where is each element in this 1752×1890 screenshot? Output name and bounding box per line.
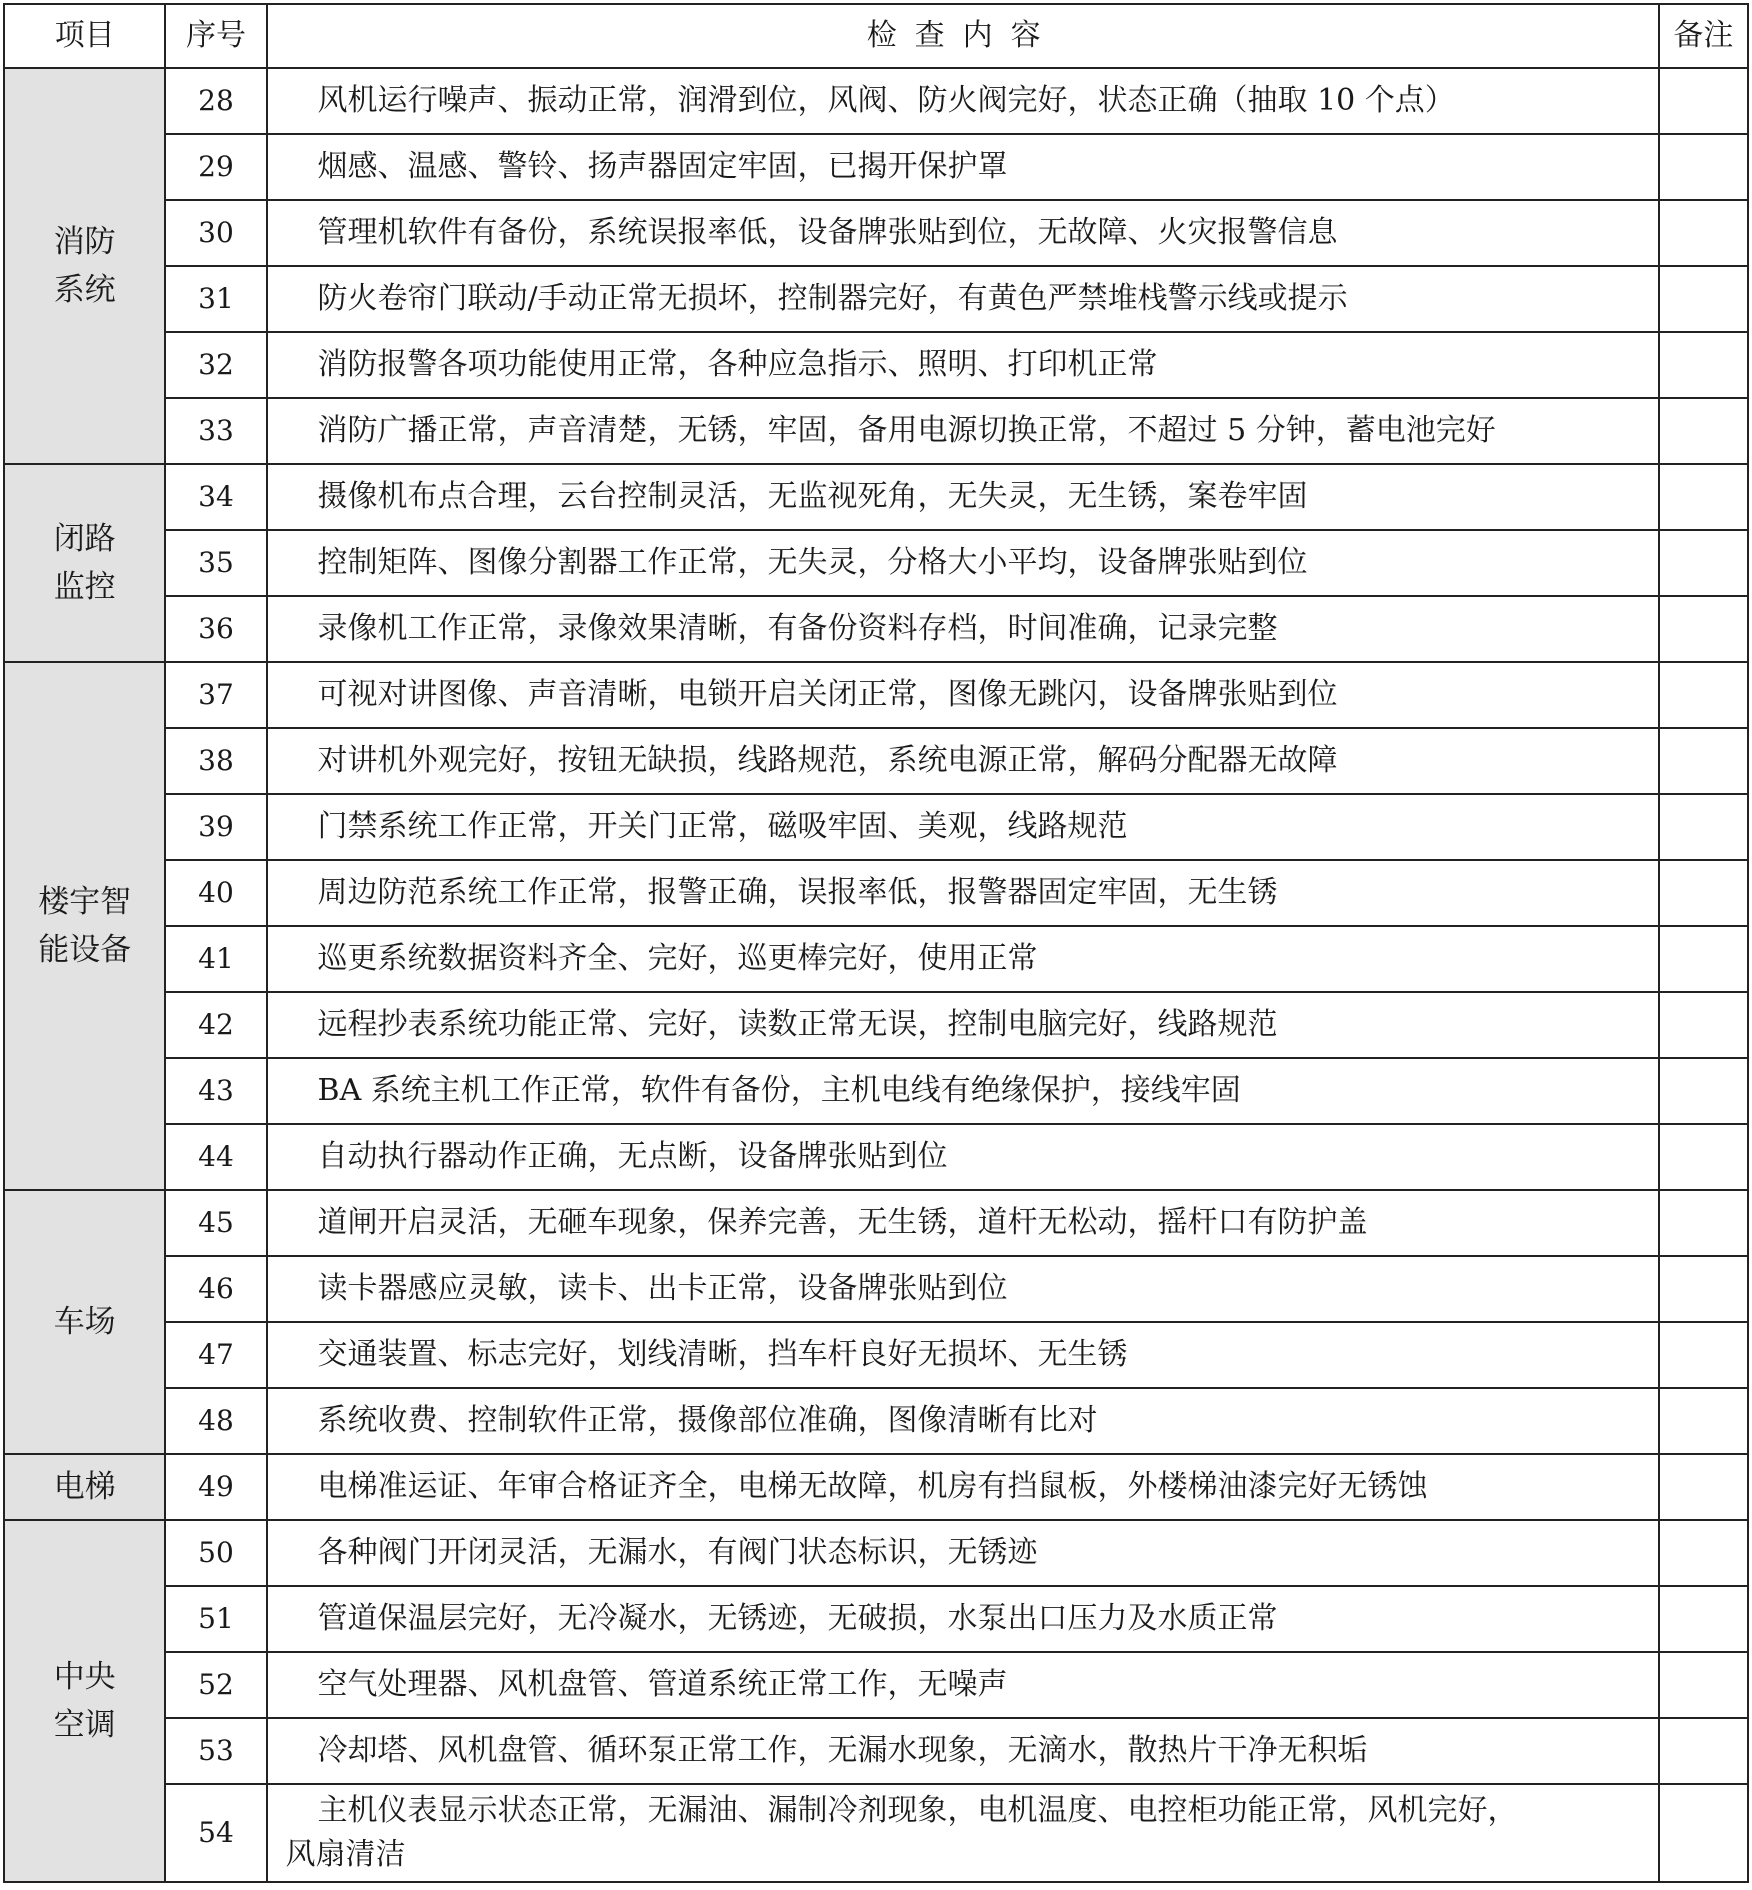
row-note <box>1659 1784 1748 1882</box>
row-number: 32 <box>165 332 266 398</box>
row-number: 30 <box>165 200 266 266</box>
header-row <box>4 4 1748 68</box>
row-note <box>1659 662 1748 728</box>
table-row <box>4 1652 1748 1718</box>
row-content: 录像机工作正常，录像效果清晰，有备份资料存档，时间准确，记录完整 <box>267 596 1659 662</box>
row-content: 周边防范系统工作正常，报警正确，误报率低，报警器固定牢固，无生锈 <box>267 860 1659 926</box>
category-line: 消防 <box>53 224 116 260</box>
table-row <box>4 1058 1748 1124</box>
row-number: 28 <box>165 68 266 134</box>
row-note <box>1659 1718 1748 1784</box>
row-number: 50 <box>165 1520 266 1586</box>
row-content: 控制矩阵、图像分割器工作正常，无失灵，分格大小平均，设备牌张贴到位 <box>267 530 1659 596</box>
table-row <box>4 134 1748 200</box>
row-number: 36 <box>165 596 266 662</box>
inspection-table <box>3 3 1749 1883</box>
table-row <box>4 464 1748 530</box>
category-cell-central-ac <box>4 1520 165 1882</box>
row-number: 34 <box>165 464 266 530</box>
category-line: 监控 <box>53 569 116 605</box>
row-number: 37 <box>165 662 266 728</box>
table-row <box>4 860 1748 926</box>
table-row <box>4 1388 1748 1454</box>
row-note <box>1659 926 1748 992</box>
table-row <box>4 728 1748 794</box>
row-content: BA 系统主机工作正常，软件有备份，主机电线有绝缘保护，接线牢固 <box>267 1058 1659 1124</box>
category-cell-cctv <box>4 464 165 662</box>
row-content: 读卡器感应灵敏，读卡、出卡正常，设备牌张贴到位 <box>267 1256 1659 1322</box>
row-number: 41 <box>165 926 266 992</box>
row-note <box>1659 992 1748 1058</box>
table-row <box>4 1520 1748 1586</box>
row-number: 38 <box>165 728 266 794</box>
table-row <box>4 530 1748 596</box>
table-row <box>4 1784 1748 1882</box>
row-content: 管道保温层完好，无冷凝水，无锈迹，无破损，水泵出口压力及水质正常 <box>267 1586 1659 1652</box>
header-category: 项目 <box>4 4 165 68</box>
row-content: 对讲机外观完好，按钮无缺损，线路规范，系统电源正常，解码分配器无故障 <box>267 728 1659 794</box>
row-note <box>1659 1322 1748 1388</box>
row-content: 门禁系统工作正常，开关门正常，磁吸牢固、美观，线路规范 <box>267 794 1659 860</box>
row-content: 冷却塔、风机盘管、循环泵正常工作，无漏水现象，无滴水，散热片干净无积垢 <box>267 1718 1659 1784</box>
table-row <box>4 200 1748 266</box>
table-row <box>4 1454 1748 1520</box>
table-row <box>4 926 1748 992</box>
row-note <box>1659 1454 1748 1520</box>
row-content: 系统收费、控制软件正常，摄像部位准确，图像清晰有比对 <box>267 1388 1659 1454</box>
row-content: 消防报警各项功能使用正常，各种应急指示、照明、打印机正常 <box>267 332 1659 398</box>
category-line: 楼宇智 <box>38 884 132 920</box>
category-line: 闭路 <box>53 521 116 557</box>
row-note <box>1659 200 1748 266</box>
category-line: 车场 <box>53 1304 116 1340</box>
row-number: 51 <box>165 1586 266 1652</box>
row-content: 空气处理器、风机盘管、管道系统正常工作，无噪声 <box>267 1652 1659 1718</box>
row-number: 44 <box>165 1124 266 1190</box>
table-row <box>4 662 1748 728</box>
row-note <box>1659 1520 1748 1586</box>
row-note <box>1659 464 1748 530</box>
row-note <box>1659 332 1748 398</box>
row-content: 风机运行噪声、振动正常，润滑到位，风阀、防火阀完好，状态正确（抽取 10 个点） <box>267 68 1659 134</box>
row-number: 52 <box>165 1652 266 1718</box>
row-content: 管理机软件有备份，系统误报率低，设备牌张贴到位，无故障、火灾报警信息 <box>267 200 1659 266</box>
table-row <box>4 266 1748 332</box>
row-content: 道闸开启灵活，无砸车现象，保养完善，无生锈，道杆无松动，摇杆口有防护盖 <box>267 1190 1659 1256</box>
row-number: 49 <box>165 1454 266 1520</box>
row-note <box>1659 1256 1748 1322</box>
category-line: 中央 <box>53 1659 116 1695</box>
row-note <box>1659 794 1748 860</box>
row-note <box>1659 1586 1748 1652</box>
table-row <box>4 398 1748 464</box>
row-note <box>1659 860 1748 926</box>
row-note <box>1659 530 1748 596</box>
table-row <box>4 1256 1748 1322</box>
row-note <box>1659 1124 1748 1190</box>
category-line: 空调 <box>53 1707 116 1743</box>
row-number: 35 <box>165 530 266 596</box>
row-content <box>267 1784 1659 1882</box>
header-number: 序号 <box>165 4 266 68</box>
row-number: 45 <box>165 1190 266 1256</box>
table-row <box>4 1190 1748 1256</box>
row-note <box>1659 266 1748 332</box>
row-number: 39 <box>165 794 266 860</box>
category-cell-elevator: 电梯 <box>4 1454 165 1520</box>
row-note <box>1659 1652 1748 1718</box>
category-line: 能设备 <box>38 932 132 968</box>
row-number: 31 <box>165 266 266 332</box>
category-line: 系统 <box>53 272 116 308</box>
row-content: 消防广播正常，声音清楚，无锈，牢固，备用电源切换正常，不超过 5 分钟，蓄电池完好 <box>267 398 1659 464</box>
row-content: 自动执行器动作正确，无点断，设备牌张贴到位 <box>267 1124 1659 1190</box>
row-number: 47 <box>165 1322 266 1388</box>
category-cell-parking <box>4 1190 165 1454</box>
row-content: 远程抄表系统功能正常、完好，读数正常无误，控制电脑完好，线路规范 <box>267 992 1659 1058</box>
row-content-line-2: 风扇清洁 <box>285 1837 406 1872</box>
row-note <box>1659 68 1748 134</box>
table-row <box>4 992 1748 1058</box>
row-content: 摄像机布点合理，云台控制灵活，无监视死角，无失灵，无生锈，案卷牢固 <box>267 464 1659 530</box>
row-content: 各种阀门开闭灵活，无漏水，有阀门状态标识，无锈迹 <box>267 1520 1659 1586</box>
row-content: 烟感、温感、警铃、扬声器固定牢固，已揭开保护罩 <box>267 134 1659 200</box>
table-row <box>4 1586 1748 1652</box>
table-row <box>4 68 1748 134</box>
table-row <box>4 1322 1748 1388</box>
row-number: 29 <box>165 134 266 200</box>
table-row <box>4 332 1748 398</box>
row-content: 电梯准运证、年审合格证齐全，电梯无故障，机房有挡鼠板，外楼梯油漆完好无锈蚀 <box>267 1454 1659 1520</box>
row-number: 54 <box>165 1784 266 1882</box>
header-note: 备注 <box>1659 4 1748 68</box>
row-content: 交通装置、标志完好，划线清晰，挡车杆良好无损坏、无生锈 <box>267 1322 1659 1388</box>
row-note <box>1659 728 1748 794</box>
row-note <box>1659 1190 1748 1256</box>
row-content-line-1: 主机仪表显示状态正常，无漏油、漏制冷剂现象，电机温度、电控柜功能正常，风机完好， <box>317 1793 1518 1828</box>
category-cell-building-intelligence <box>4 662 165 1190</box>
row-note <box>1659 1058 1748 1124</box>
row-number: 43 <box>165 1058 266 1124</box>
row-note <box>1659 134 1748 200</box>
row-content: 可视对讲图像、声音清晰，电锁开启关闭正常，图像无跳闪，设备牌张贴到位 <box>267 662 1659 728</box>
row-note <box>1659 398 1748 464</box>
table-row <box>4 1718 1748 1784</box>
row-content: 防火卷帘门联动/手动正常无损坏，控制器完好，有黄色严禁堆栈警示线或提示 <box>267 266 1659 332</box>
table-row <box>4 1124 1748 1190</box>
row-number: 33 <box>165 398 266 464</box>
table-row <box>4 596 1748 662</box>
row-content: 巡更系统数据资料齐全、完好，巡更棒完好，使用正常 <box>267 926 1659 992</box>
row-note <box>1659 1388 1748 1454</box>
row-note <box>1659 596 1748 662</box>
row-number: 40 <box>165 860 266 926</box>
table-row <box>4 794 1748 860</box>
row-number: 48 <box>165 1388 266 1454</box>
row-number: 42 <box>165 992 266 1058</box>
header-content: 检查内容 <box>267 4 1659 68</box>
row-number: 53 <box>165 1718 266 1784</box>
row-number: 46 <box>165 1256 266 1322</box>
category-cell-fire-system <box>4 68 165 464</box>
